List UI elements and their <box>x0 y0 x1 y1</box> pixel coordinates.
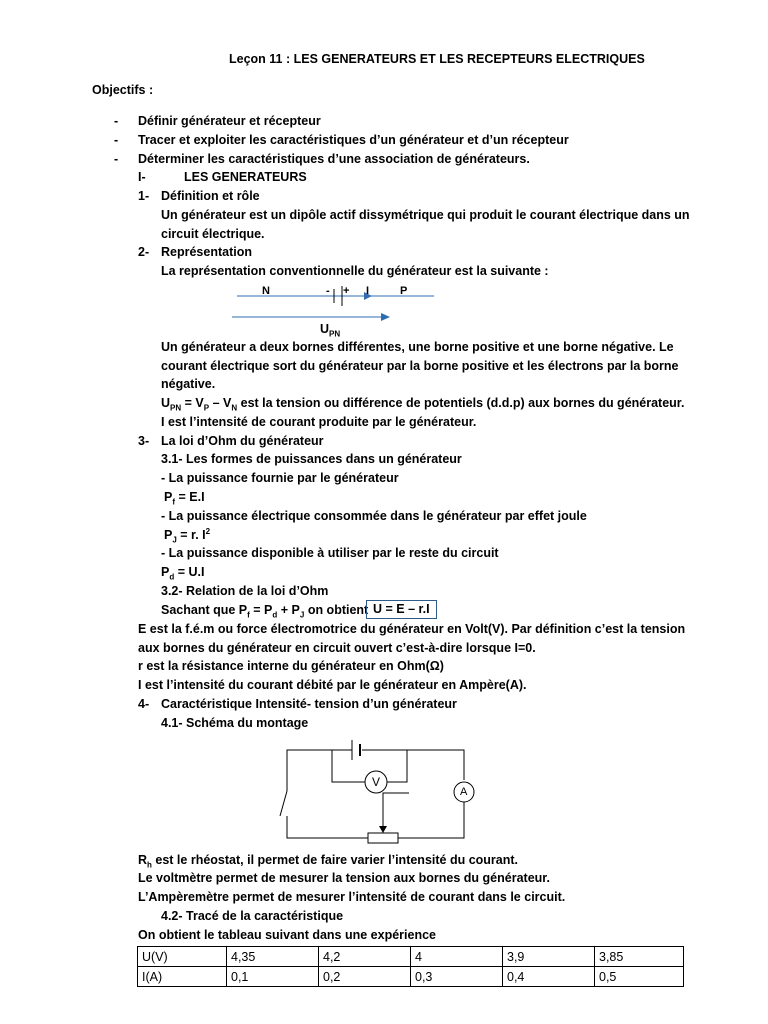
subsection-number: 4- <box>138 697 150 711</box>
paragraph-line: - La puissance électrique consommée dans le générateur par effet joule <box>161 509 587 523</box>
bullet-dash: - <box>114 152 119 166</box>
table-cell: 4 <box>411 947 503 967</box>
terminal-p-label: P <box>400 285 408 297</box>
sub-subsection-title: 4.2- Tracé de la caractéristique <box>161 909 344 923</box>
upn-label: $U_{PN}$ <box>320 322 341 339</box>
paragraph-line: I est l’intensité de courant produite par le générateur. <box>161 415 477 429</box>
paragraph-line: I est l’intensité du courant débité par le générateur en Ampère(A). <box>138 678 527 692</box>
formula-pd: $P_d = U.I$ <box>161 565 205 582</box>
ohm-relation: Sachant que $P_f = P_d + P_J$ on obtient <box>161 603 369 620</box>
subsection-title: Caractéristique Intensité- tension d’un générateur <box>161 697 457 711</box>
terminal-n-label: N <box>262 285 270 297</box>
ammeter-label: A <box>460 786 468 798</box>
sub-subsection-title: 3.2- Relation de la loi d’Ohm <box>161 584 329 598</box>
table-cell: I(A) <box>138 967 227 987</box>
section-title: LES GENERATEURS <box>184 170 307 184</box>
table-cell: 3,85 <box>595 947 684 967</box>
table-cell: 0,3 <box>411 967 503 987</box>
slider-arrow-icon <box>379 826 387 833</box>
minus-label: - <box>326 285 330 297</box>
table-cell: 3,9 <box>503 947 595 967</box>
table-row <box>138 967 684 987</box>
switch-symbol <box>280 791 287 816</box>
paragraph-line: négative. <box>161 377 216 391</box>
paragraph-line: L’Ampèremètre permet de mesurer l’intensité de courant dans le circuit. <box>138 890 566 904</box>
table-row <box>138 947 684 967</box>
table-cell: 0,2 <box>319 967 411 987</box>
objective-item: Tracer et exploiter les caractéristiques d’un générateur et d’un récepteur <box>138 133 569 147</box>
sub-subsection-title: 3.1- Les formes de puissances dans un générateur <box>161 452 462 466</box>
paragraph-line: circuit électrique. <box>161 227 265 241</box>
rheostat-description: $R_h$ est le rhéostat, il permet de faire varier l’intensité du courant. <box>138 853 519 870</box>
subsection-number: 2- <box>138 245 150 259</box>
objective-item: Définir générateur et récepteur <box>138 114 321 128</box>
wire <box>287 750 352 791</box>
voltmeter-label: V <box>372 775 381 789</box>
page-title: Leçon 11 : LES GENERATEURS ET LES RECEPTEURS ELECTRIQUES <box>229 52 645 66</box>
plus-label: + <box>343 285 350 297</box>
formula-pf: $P_f = E.I$ <box>164 490 205 507</box>
current-label: I <box>366 285 370 297</box>
table-cell: 0,4 <box>503 967 595 987</box>
upn-equation: $U_{PN} = V_P - V_N$ est la tension ou différence de potentiels (d.d.p) aux bornes du générateur. <box>161 396 685 413</box>
subsection-title: Définition et rôle <box>161 189 260 203</box>
bullet-dash: - <box>114 133 119 147</box>
subsection-title: Représentation <box>161 245 252 259</box>
table-cell: 0,1 <box>227 967 319 987</box>
wire <box>287 816 368 838</box>
paragraph-line: Le voltmètre permet de mesurer la tension aux bornes du générateur. <box>138 871 550 885</box>
objective-item: Déterminer les caractéristiques d’une association de générateurs. <box>138 152 530 166</box>
paragraph-line: La représentation conventionnelle du générateur est la suivante : <box>161 264 549 278</box>
bullet-dash: - <box>114 114 119 128</box>
paragraph-line: Un générateur a deux bornes différentes, une borne positive et une borne négative. Le <box>161 340 674 354</box>
paragraph-line: - La puissance fournie par le générateur <box>161 471 399 485</box>
paragraph-line: courant électrique sort du générateur par la borne positive et les électrons par la borne <box>161 359 679 373</box>
paragraph-line: Un générateur est un dipôle actif dissymétrique qui produit le courant électrique dans un <box>161 208 690 222</box>
table-cell: 0,5 <box>595 967 684 987</box>
section-number: I- <box>138 170 146 184</box>
table-intro: On obtient le tableau suivant dans une expérience <box>138 928 436 942</box>
sub-subsection-title: 4.1- Schéma du montage <box>161 716 309 730</box>
table-cell: 4,2 <box>319 947 411 967</box>
rheostat-slider <box>383 793 409 833</box>
subsection-title: La loi d’Ohm du générateur <box>161 434 324 448</box>
measurement-table <box>137 946 684 987</box>
rheostat-symbol <box>368 833 398 843</box>
table-cell: U(V) <box>138 947 227 967</box>
objectives-heading: Objectifs : <box>92 83 154 97</box>
paragraph-line: aux bornes du générateur en circuit ouvert c’est-à-dire lorsque I=0. <box>138 641 536 655</box>
ohm-law-boxed-formula: U = E – r.I <box>366 600 437 619</box>
formula-pj: $P_J = r$. $I^2$ <box>164 526 211 545</box>
table-cell: 4,35 <box>227 947 319 967</box>
paragraph-line: r est la résistance interne du générateur en Ohm(Ω) <box>138 659 444 673</box>
wire <box>398 802 464 838</box>
wire <box>387 750 407 782</box>
paragraph-line: - La puissance disponible à utiliser par le reste du circuit <box>161 546 499 560</box>
paragraph-line: E est la f.é.m ou force électromotrice du générateur en Volt(V). Par définition c’est la tension <box>138 622 686 636</box>
subsection-number: 1- <box>138 189 150 203</box>
subsection-number: 3- <box>138 434 150 448</box>
